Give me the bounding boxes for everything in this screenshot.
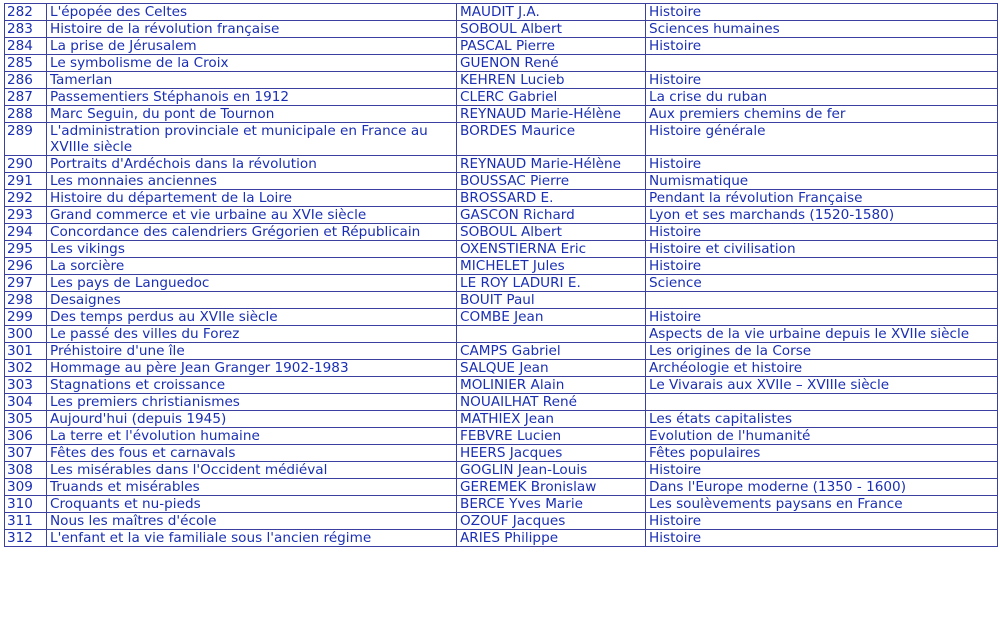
cell-author: MAUDIT J.A.: [457, 4, 646, 21]
cell-author: PASCAL Pierre: [457, 38, 646, 55]
cell-title: Les misérables dans l'Occident médiéval: [47, 462, 457, 479]
cell-title: Fêtes des fous et carnavals: [47, 445, 457, 462]
table-row: [5, 224, 998, 241]
table-row: [5, 258, 998, 275]
catalog-table-body: [5, 4, 998, 547]
cell-number: 290: [5, 156, 47, 173]
cell-author: SALQUE Jean: [457, 360, 646, 377]
table-row: [5, 428, 998, 445]
cell-title: Truands et misérables: [47, 479, 457, 496]
cell-category: Histoire: [646, 513, 998, 530]
cell-category: Le Vivarais aux XVIIe – XVIIIe siècle: [646, 377, 998, 394]
cell-category: La crise du ruban: [646, 89, 998, 106]
cell-author: MATHIEX Jean: [457, 411, 646, 428]
table-row: [5, 173, 998, 190]
cell-category: Histoire: [646, 224, 998, 241]
cell-title: Concordance des calendriers Grégorien et Républicain: [47, 224, 457, 241]
cell-category: Les origines de la Corse: [646, 343, 998, 360]
table-row: [5, 496, 998, 513]
cell-author: FEBVRE Lucien: [457, 428, 646, 445]
cell-title: Les pays de Languedoc: [47, 275, 457, 292]
cell-number: 302: [5, 360, 47, 377]
table-row: [5, 156, 998, 173]
cell-number: 307: [5, 445, 47, 462]
table-row: [5, 343, 998, 360]
cell-author: GEREMEK Bronislaw: [457, 479, 646, 496]
cell-category: Les états capitalistes: [646, 411, 998, 428]
cell-number: 296: [5, 258, 47, 275]
table-row: [5, 275, 998, 292]
cell-author: BORDES Maurice: [457, 123, 646, 156]
cell-title: Les vikings: [47, 241, 457, 258]
cell-title: Histoire du département de la Loire: [47, 190, 457, 207]
cell-number: 303: [5, 377, 47, 394]
cell-title: Stagnations et croissance: [47, 377, 457, 394]
cell-category: Histoire: [646, 530, 998, 547]
cell-number: 284: [5, 38, 47, 55]
cell-author: CLERC Gabriel: [457, 89, 646, 106]
cell-title: Desaignes: [47, 292, 457, 309]
cell-category: Science: [646, 275, 998, 292]
cell-title: Tamerlan: [47, 72, 457, 89]
cell-author: CAMPS Gabriel: [457, 343, 646, 360]
cell-author: NOUAILHAT René: [457, 394, 646, 411]
cell-number: 300: [5, 326, 47, 343]
cell-author: OZOUF Jacques: [457, 513, 646, 530]
cell-category: Fêtes populaires: [646, 445, 998, 462]
cell-title: Les monnaies anciennes: [47, 173, 457, 190]
cell-number: 289: [5, 123, 47, 156]
table-row: [5, 513, 998, 530]
table-row: [5, 394, 998, 411]
cell-title: Le symbolisme de la Croix: [47, 55, 457, 72]
cell-number: 305: [5, 411, 47, 428]
cell-author: OXENSTIERNA Eric: [457, 241, 646, 258]
table-row: [5, 55, 998, 72]
cell-number: 282: [5, 4, 47, 21]
table-row: [5, 4, 998, 21]
cell-number: 285: [5, 55, 47, 72]
table-row: [5, 377, 998, 394]
cell-author: SOBOUL Albert: [457, 224, 646, 241]
cell-title: L'enfant et la vie familiale sous l'ancien régime: [47, 530, 457, 547]
cell-number: 298: [5, 292, 47, 309]
cell-category: Lyon et ses marchands (1520-1580): [646, 207, 998, 224]
cell-author: MICHELET Jules: [457, 258, 646, 275]
cell-category: Histoire: [646, 462, 998, 479]
table-row: [5, 445, 998, 462]
cell-title: Les premiers christianismes: [47, 394, 457, 411]
cell-author: LE ROY LADURI E.: [457, 275, 646, 292]
cell-title: Grand commerce et vie urbaine au XVIe siècle: [47, 207, 457, 224]
cell-category: Pendant la révolution Française: [646, 190, 998, 207]
table-row: [5, 89, 998, 106]
cell-category: Histoire: [646, 4, 998, 21]
cell-category: [646, 55, 998, 72]
cell-title: Portraits d'Ardéchois dans la révolution: [47, 156, 457, 173]
cell-title: L'épopée des Celtes: [47, 4, 457, 21]
cell-number: 292: [5, 190, 47, 207]
cell-number: 309: [5, 479, 47, 496]
cell-title: Aujourd'hui (depuis 1945): [47, 411, 457, 428]
table-row: [5, 360, 998, 377]
cell-number: 299: [5, 309, 47, 326]
cell-title: Marc Seguin, du pont de Tournon: [47, 106, 457, 123]
table-row: [5, 530, 998, 547]
cell-category: Evolution de l'humanité: [646, 428, 998, 445]
cell-category: Histoire: [646, 38, 998, 55]
table-row: [5, 38, 998, 55]
cell-number: 312: [5, 530, 47, 547]
table-row: [5, 411, 998, 428]
cell-number: 286: [5, 72, 47, 89]
cell-author: BOUSSAC Pierre: [457, 173, 646, 190]
cell-number: 295: [5, 241, 47, 258]
cell-number: 306: [5, 428, 47, 445]
table-row: [5, 72, 998, 89]
cell-category: Numismatique: [646, 173, 998, 190]
catalog-table: [4, 3, 998, 547]
table-row: [5, 292, 998, 309]
cell-category: Histoire: [646, 156, 998, 173]
table-row: [5, 207, 998, 224]
cell-author: COMBE Jean: [457, 309, 646, 326]
cell-author: BROSSARD E.: [457, 190, 646, 207]
cell-number: 291: [5, 173, 47, 190]
cell-category: Aux premiers chemins de fer: [646, 106, 998, 123]
cell-title: L'administration provinciale et municipale en France au XVIIIe siècle: [47, 123, 457, 156]
cell-author: [457, 326, 646, 343]
cell-category: Histoire: [646, 309, 998, 326]
table-row: [5, 462, 998, 479]
table-row: [5, 309, 998, 326]
cell-number: 283: [5, 21, 47, 38]
cell-category: Aspects de la vie urbaine depuis le XVIIe siècle: [646, 326, 998, 343]
cell-author: SOBOUL Albert: [457, 21, 646, 38]
table-row: [5, 106, 998, 123]
cell-number: 308: [5, 462, 47, 479]
cell-number: 293: [5, 207, 47, 224]
cell-author: GASCON Richard: [457, 207, 646, 224]
cell-author: KEHREN Lucieb: [457, 72, 646, 89]
cell-title: Préhistoire d'une île: [47, 343, 457, 360]
cell-category: Dans l'Europe moderne (1350 - 1600): [646, 479, 998, 496]
cell-author: ARIES Philippe: [457, 530, 646, 547]
cell-author: HEERS Jacques: [457, 445, 646, 462]
cell-title: La terre et l'évolution humaine: [47, 428, 457, 445]
cell-author: BOUIT Paul: [457, 292, 646, 309]
cell-number: 287: [5, 89, 47, 106]
cell-category: [646, 394, 998, 411]
cell-number: 311: [5, 513, 47, 530]
cell-category: Histoire générale: [646, 123, 998, 156]
cell-author: GOGLIN Jean-Louis: [457, 462, 646, 479]
cell-number: 301: [5, 343, 47, 360]
table-row: [5, 479, 998, 496]
table-row: [5, 190, 998, 207]
cell-category: Histoire: [646, 72, 998, 89]
cell-title: Passementiers Stéphanois en 1912: [47, 89, 457, 106]
table-row: [5, 326, 998, 343]
cell-number: 288: [5, 106, 47, 123]
cell-author: MOLINIER Alain: [457, 377, 646, 394]
table-row: [5, 123, 998, 156]
cell-category: [646, 292, 998, 309]
cell-title: La sorcière: [47, 258, 457, 275]
cell-category: Histoire: [646, 258, 998, 275]
cell-number: 297: [5, 275, 47, 292]
cell-number: 310: [5, 496, 47, 513]
cell-author: BERCE Yves Marie: [457, 496, 646, 513]
cell-title: Des temps perdus au XVIIe siècle: [47, 309, 457, 326]
cell-title: Croquants et nu-pieds: [47, 496, 457, 513]
table-row: [5, 21, 998, 38]
cell-title: Nous les maîtres d'école: [47, 513, 457, 530]
cell-title: La prise de Jérusalem: [47, 38, 457, 55]
cell-author: GUENON René: [457, 55, 646, 72]
cell-title: Hommage au père Jean Granger 1902-1983: [47, 360, 457, 377]
cell-number: 294: [5, 224, 47, 241]
cell-author: REYNAUD Marie-Hélène: [457, 156, 646, 173]
cell-title: Histoire de la révolution française: [47, 21, 457, 38]
cell-category: Les soulèvements paysans en France: [646, 496, 998, 513]
cell-title: Le passé des villes du Forez: [47, 326, 457, 343]
cell-number: 304: [5, 394, 47, 411]
cell-author: REYNAUD Marie-Hélène: [457, 106, 646, 123]
table-row: [5, 241, 998, 258]
cell-category: Archéologie et histoire: [646, 360, 998, 377]
cell-category: Sciences humaines: [646, 21, 998, 38]
cell-category: Histoire et civilisation: [646, 241, 998, 258]
